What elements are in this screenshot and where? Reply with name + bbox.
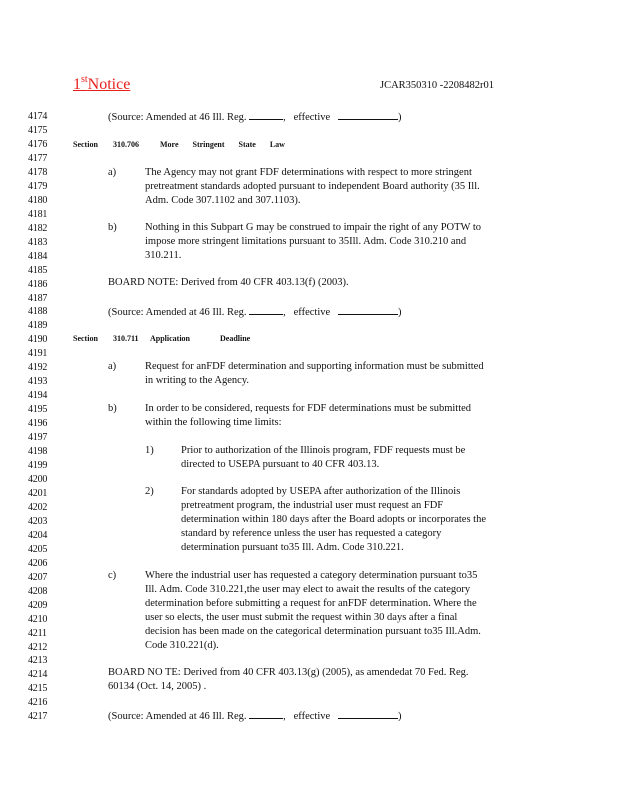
sec2-b2-line-3: determination within 180 days after the Board adopts or incorporates the [181, 514, 486, 525]
section-label-2: Section [73, 334, 98, 343]
reg-blank [249, 709, 283, 719]
line-number: 4205 [28, 543, 48, 555]
sec2-c-line-5: decision has been made on the categorical determination pursuant to35 Ill.Adm. [145, 626, 481, 637]
line-number: 4211 [28, 627, 47, 639]
board-note-1: BOARD NOTE: Derived from 40 CFR 403.13(f) (2003). [108, 277, 349, 288]
source-prefix: (Source: Amended at 46 Ill. Reg. [108, 112, 247, 123]
sec2-b-line-2: within the following time limits: [145, 417, 282, 428]
reg-blank [249, 305, 283, 315]
sec1-a-line-2: pretreatment standards adopted pursuant to independent Board authority (35 Ill. [145, 181, 480, 192]
sec2-c-line-1: Where the industrial user has requested a category determination pursuant to35 [145, 570, 478, 581]
item-label-c: c) [108, 570, 117, 581]
sec1-b-line-1: Nothing in this Subpart G may be construed to impair the right of any POTW to [145, 222, 482, 233]
sec2-c-line-3: determination before submitting a request for anFDF determination. Where the [145, 598, 477, 609]
line-number: 4217 [28, 711, 48, 723]
line-number: 4180 [28, 194, 48, 206]
line-number: 4174 [28, 111, 48, 122]
item-label-a-2: a) [108, 361, 117, 372]
line-number: 4204 [28, 529, 48, 541]
line-number: 4208 [28, 585, 48, 597]
line-number: 4216 [28, 697, 48, 709]
line-number: 4184 [28, 250, 48, 262]
line-number: 4185 [28, 264, 48, 276]
notice-superscript: st [81, 74, 88, 85]
reg-blank [249, 110, 283, 120]
item-label-a: a) [108, 167, 117, 178]
effective-blank [338, 110, 398, 120]
line-number: 4206 [28, 557, 48, 569]
notice-heading [73, 74, 130, 94]
section-title: More Stringent State Law [160, 140, 285, 149]
line-number: 4209 [28, 599, 48, 611]
notice-word: Notice [87, 76, 131, 93]
sec2-a-line-2: in writing to the Agency. [145, 375, 250, 386]
line-number: 4210 [28, 613, 48, 625]
source-close: ) [398, 307, 402, 318]
sec1-b-line-3: 310.211. [145, 250, 182, 261]
sec2-b2-line-2: pretreatment program, the industrial user must request an FDF [181, 500, 444, 511]
sec2-a-line-1: Request for anFDF determination and supporting information must be submitted [145, 361, 484, 372]
line-number: 4196 [28, 418, 48, 430]
notice-number: 1 [73, 76, 81, 93]
source-effective: effective [293, 711, 331, 722]
section-label: Section [73, 140, 98, 149]
line-number: 4198 [28, 446, 48, 457]
sec2-c-line-2: Ill. Adm. Code 310.221,the user may elect to await the results of the category [145, 584, 471, 595]
item-label-b: b) [108, 222, 117, 233]
sec2-b1-line-2: directed to USEPA pursuant to 40 CFR 403.13. [181, 459, 380, 470]
line-number: 4212 [28, 641, 48, 653]
line-number: 4201 [28, 487, 48, 499]
line-number: 4193 [28, 376, 48, 388]
line-number: 4179 [28, 180, 48, 192]
sec1-a-line-3: Adm. Code 307.1102 and 307.1103). [145, 195, 301, 206]
line-number: 4186 [28, 278, 48, 290]
line-number: 4200 [28, 474, 48, 485]
source-effective: effective [293, 112, 331, 123]
line-number: 4202 [28, 501, 48, 513]
sec2-b-line-1: In order to be considered, requests for FDF determinations must be submitted [145, 403, 472, 414]
line-number: 4183 [28, 236, 48, 248]
source-comma: , [283, 307, 286, 318]
sec2-b2-line-1: For standards adopted by USEPA after authorization of the Illinois [181, 486, 461, 497]
line-number: 4187 [28, 292, 48, 304]
section-number: 310.706 [113, 140, 139, 149]
source-close: ) [398, 112, 402, 123]
subitem-label-2: 2) [145, 486, 154, 497]
line-number: 4195 [28, 404, 48, 416]
line-number: 4177 [28, 152, 48, 164]
line-number: 4181 [28, 208, 48, 220]
line-number: 4207 [28, 571, 48, 583]
line-number: 4189 [28, 320, 48, 332]
line-number: 4199 [28, 460, 48, 471]
board-note-2-line-2: 60134 (Oct. 14, 2005) . [108, 681, 207, 692]
line-number: 4188 [28, 306, 48, 318]
source-note-3 [108, 709, 402, 722]
board-note-2-line-1: BOARD NO TE: Derived from 40 CFR 403.13(g) (2005), as amendedat 70 Fed. Reg. [108, 667, 469, 678]
line-number: 4197 [28, 432, 48, 444]
line-number: 4190 [28, 334, 48, 346]
line-number: 4178 [28, 166, 48, 178]
sec2-c-line-4: user so elects, the user must submit the request within 30 days after a final [145, 612, 458, 623]
sec1-b-line-2: impose more stringent limitations pursuant to 35Ill. Adm. Code 310.210 and [145, 236, 467, 247]
line-number: 4192 [28, 362, 48, 374]
line-number: 4182 [28, 222, 48, 234]
item-label-b-2: b) [108, 403, 117, 414]
section-number-2: 310.711 [113, 334, 139, 343]
source-prefix: (Source: Amended at 46 Ill. Reg. [108, 307, 247, 318]
line-number: 4214 [28, 669, 48, 681]
source-note-1 [108, 110, 402, 123]
effective-blank [338, 709, 398, 719]
sec2-b2-line-5: determination pursuant to35 Ill. Adm. Code 310.221. [181, 542, 404, 553]
effective-blank [338, 305, 398, 315]
sec1-a-line-1: The Agency may not grant FDF determinations with respect to more stringent [145, 167, 472, 178]
source-prefix: (Source: Amended at 46 Ill. Reg. [108, 711, 247, 722]
line-number: 4215 [28, 683, 48, 695]
source-effective: effective [293, 307, 331, 318]
document-code: JCAR350310 -2208482r01 [380, 80, 495, 91]
line-number: 4203 [28, 515, 48, 527]
sec2-b2-line-4: standard by reference unless the user has requested a category [181, 528, 442, 539]
source-close: ) [398, 711, 402, 722]
line-number: 4175 [28, 125, 48, 136]
line-number: 4194 [28, 390, 48, 402]
section-title-2: Application Deadline [150, 334, 251, 343]
sec2-b1-line-1: Prior to authorization of the Illinois program, FDF requests must be [181, 445, 466, 456]
source-comma: , [283, 112, 286, 123]
source-note-2 [108, 305, 402, 318]
subitem-label-1: 1) [145, 445, 154, 456]
line-number: 4191 [28, 348, 48, 360]
line-number: 4176 [28, 138, 48, 150]
line-number: 4213 [28, 655, 48, 667]
source-comma: , [283, 711, 286, 722]
sec2-c-line-6: Code 310.221(d). [145, 640, 219, 651]
